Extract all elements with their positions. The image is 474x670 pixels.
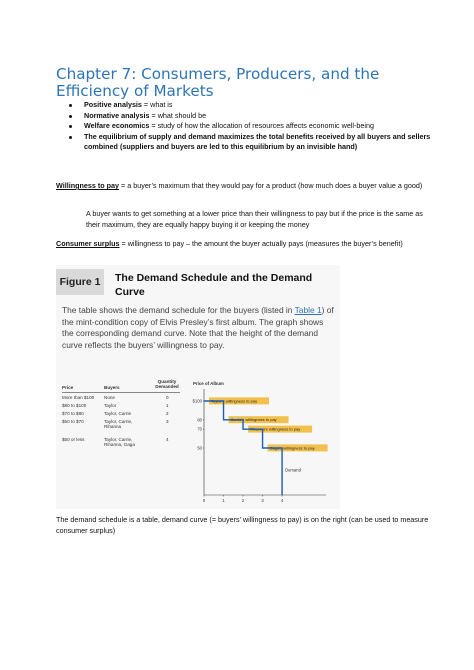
x-tick-label: 1 — [222, 498, 225, 503]
closing-paragraph: The demand schedule is a table, demand curve (= buyers’ willingness to pay) is on the right (can be used to measure consumer surplus) — [56, 515, 429, 535]
figure-heading: The Demand Schedule and the Demand Curve — [115, 272, 313, 298]
figure-label: Figure 1 — [56, 269, 104, 295]
x-tick-label: 0 — [202, 498, 206, 503]
x-tick-label: 3 — [261, 498, 264, 503]
y-tick-label: 80 — [197, 417, 202, 423]
definition: = a buyer’s maximum that they would pay for a product (how much does a buyer value a good) — [119, 181, 423, 190]
table-cell: 0 — [166, 395, 169, 400]
bullet-icon — [69, 136, 72, 139]
wtp-label: Carrie’s willingness to pay — [230, 417, 277, 423]
y-tick-label: 50 — [197, 445, 202, 451]
term: Positive analysis — [84, 100, 142, 109]
term: Welfare economics — [84, 121, 150, 131]
x-tick-label: 2 — [241, 498, 245, 503]
bullet-icon — [69, 125, 72, 128]
column-header: Quantity Demanded — [155, 379, 179, 389]
table-cell: Taylor — [104, 403, 117, 408]
table-divider — [62, 392, 180, 393]
table-cell: 1 — [166, 403, 169, 408]
term: Consumer surplus — [56, 239, 120, 248]
bullet-icon — [69, 104, 72, 107]
demand-curve-label: Demand — [285, 467, 301, 473]
page-title: Chapter 7: Consumers, Producers, and the Efficiency of Markets — [56, 65, 380, 100]
term: The equilibrium of supply and demand maximizes the total benefits received by all buyers and sellers combined (suppliers and buyers are led to this equilibrium by an invisible hand) — [84, 131, 431, 152]
table-cell: 4 — [166, 437, 169, 442]
caption-text: ) of the mint-condition copy of Elvis Presley’s first album. The graph shows the corresponding demand curve. Note that the height of the demand curve reflects the buyers’ willingness to pay. — [62, 305, 334, 350]
x-tick-label: 4 — [280, 498, 284, 503]
table-cell: $50 to $70 — [62, 419, 84, 424]
figure-image — [56, 265, 340, 509]
list-item — [56, 100, 436, 111]
definition-list — [56, 100, 436, 153]
table-link[interactable]: Table 1 — [294, 305, 322, 315]
table-cell: $50 or less — [62, 437, 85, 442]
column-header: Buyers — [104, 385, 120, 390]
definition: = study of how the allocation of resources affects economic well-being — [149, 121, 374, 131]
y-axis-title: Price of Album — [193, 381, 224, 386]
list-item — [56, 132, 436, 153]
table-cell: Taylor, Carrie — [104, 411, 132, 416]
table-cell: 2 — [166, 411, 169, 416]
wtp-label: Taylor’s willingness to pay — [211, 398, 258, 404]
table-cell: Taylor, Carrie, Rihanna, Gaga — [104, 437, 135, 447]
table-cell: $80 to $100 — [62, 403, 87, 408]
consumer-surplus-paragraph — [56, 238, 436, 249]
definition: = willingness to pay – the amount the buyer actually pays (measures the buyer’s benefit) — [119, 239, 403, 248]
y-tick-label: 70 — [197, 426, 202, 432]
table-cell: More than $100 — [62, 395, 95, 400]
table-cell: 3 — [166, 419, 169, 424]
definition: = what is — [141, 100, 173, 109]
table-cell: None — [104, 395, 115, 400]
list-item — [56, 121, 436, 132]
demand-curve-graph — [192, 379, 338, 507]
wtp-label: Gaga’s willingness to pay — [269, 445, 315, 451]
term: Normative analysis — [84, 110, 150, 120]
y-tick-label: $100 — [192, 398, 202, 404]
wtp-paragraph — [56, 180, 436, 191]
wtp-example: A buyer wants to get something at a lower price than their willingness to pay but if the price is the same as their maximum, they are equally happy buying it or keeping the money — [86, 209, 423, 229]
table-cell: $70 to $80 — [62, 411, 84, 416]
definition: = what should be — [149, 110, 207, 120]
wtp-label: Rihanna’s willingness to pay — [250, 426, 301, 432]
figure-caption — [62, 305, 334, 351]
table-cell: Taylor, Carrie, Rihanna — [104, 419, 133, 429]
list-item — [56, 111, 436, 122]
demand-curve — [204, 401, 282, 495]
column-header: Price — [62, 385, 74, 390]
bullet-icon — [69, 115, 72, 118]
term: Willingness to pay — [56, 181, 120, 190]
caption-text: The table shows the demand schedule for the buyers (listed in — [62, 305, 295, 315]
